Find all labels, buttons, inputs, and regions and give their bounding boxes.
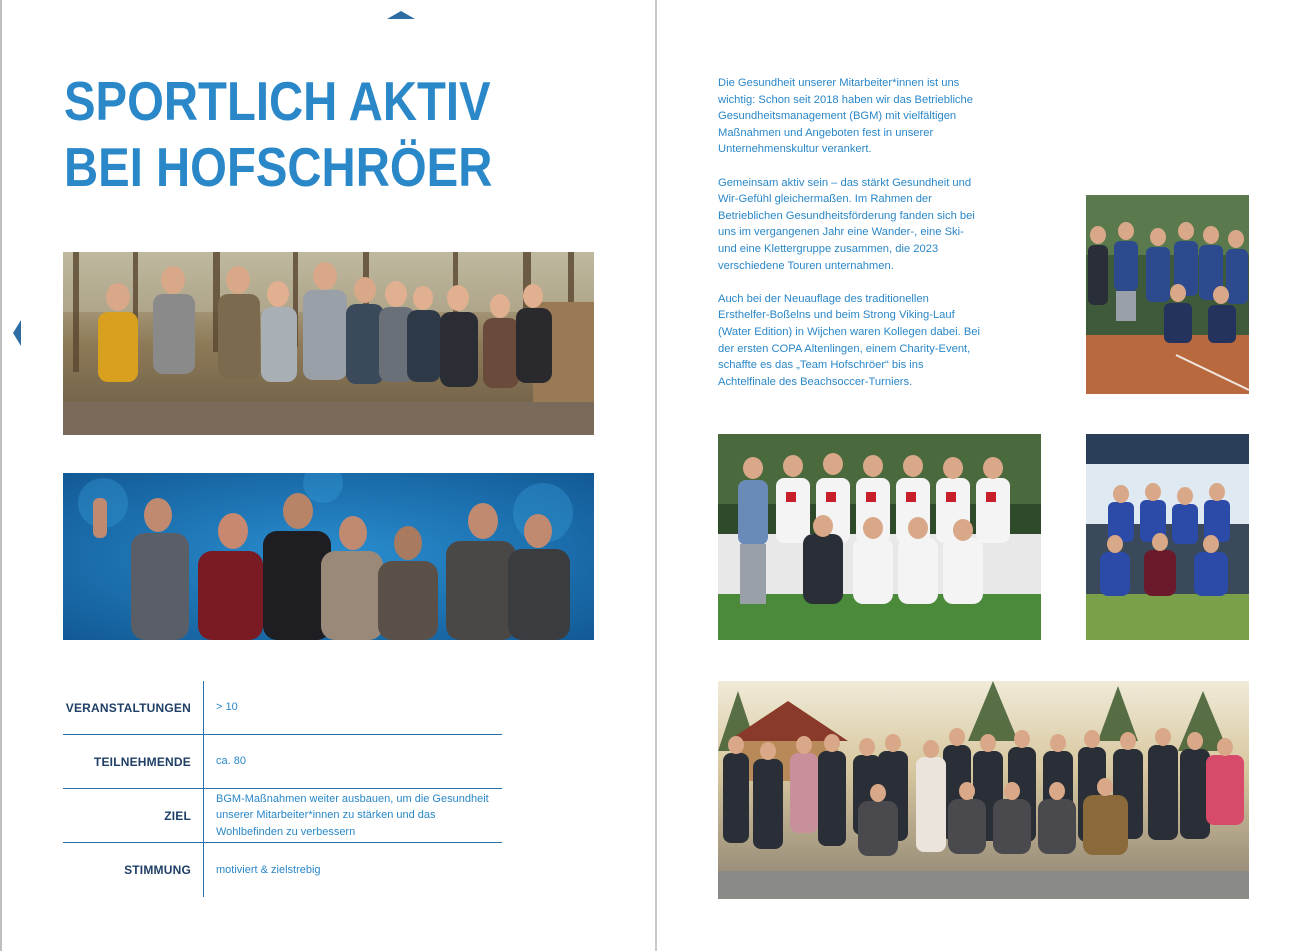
stat-divider xyxy=(203,789,204,842)
body-text xyxy=(718,75,980,407)
beachsoccer-team-photo xyxy=(1086,434,1249,640)
stat-label: STIMMUNG xyxy=(124,863,191,877)
stat-value: > 10 xyxy=(216,701,238,714)
stat-row-stimmung xyxy=(63,843,502,897)
stat-label: ZIEL xyxy=(164,808,191,823)
stat-value: ca. 80 xyxy=(216,755,246,768)
mud-run-photo xyxy=(63,473,594,640)
stat-value: motiviert & zielstrebig xyxy=(216,863,321,876)
stat-divider xyxy=(203,843,204,897)
stat-label: TEILNEHMENDE xyxy=(93,754,191,769)
large-group-photo xyxy=(718,681,1249,899)
stat-row-veranstaltungen xyxy=(63,681,502,735)
stat-row-ziel xyxy=(63,789,502,843)
title-line-2: BEI HOFSCHRÖER xyxy=(64,136,493,198)
triangle-up-icon[interactable] xyxy=(387,11,415,19)
title-line-1: SPORTLICH AKTIV xyxy=(64,70,491,132)
triangle-left-icon[interactable] xyxy=(13,320,21,346)
stats-table xyxy=(63,681,502,897)
stat-row-teilnehmende xyxy=(63,735,502,789)
tennis-team-photo xyxy=(1086,195,1249,394)
paragraph-1: Die Gesundheit unserer Mitarbeiter*innen ist uns wichtig: Schon seit 2018 haben wir das Betriebliche Gesundheitsmanagement (BGM) mit vielfältigen Maßnahmen und Angeboten fest in unserer Unternehmenskultur verankert. xyxy=(718,77,973,156)
climbing-group-photo xyxy=(63,252,594,435)
stat-value: BGM-Maßnahmen weiter ausbauen, um die Gesundheit unserer Mitarbeiter*innen zu stärken und das Wohlbefinden zu verbessern xyxy=(216,792,489,838)
paragraph-3: Auch bei der Neuauflage des traditionellen Ersthelfer-Boßelns und beim Strong Viking-Lauf (Water Edition) in Wijchen waren Kollegen dabei. Bei der ersten COPA Altenlingen, einem Charity-Event, schaffte es das „Team Hofschröer“ bis ins Achtelfinale des Beachsoccer-Turniers. xyxy=(718,292,980,388)
page-title xyxy=(64,68,493,200)
soccer-team-photo xyxy=(718,434,1041,640)
stat-divider xyxy=(203,735,204,788)
paragraph-2: Gemeinsam aktiv sein – das stärkt Gesundheit und Wir-Gefühl gleichermaßen. Im Rahmen der Betrieblichen Gesundheitsförderung fanden sich bei uns im vergangenen Jahr eine Wander-, eine Ski- und eine Klettergruppe zusammen, die 2023 verschiedene Touren unternahmen. xyxy=(718,176,975,272)
stat-divider xyxy=(203,681,204,734)
stat-label: VERANSTALTUNGEN xyxy=(65,700,191,715)
